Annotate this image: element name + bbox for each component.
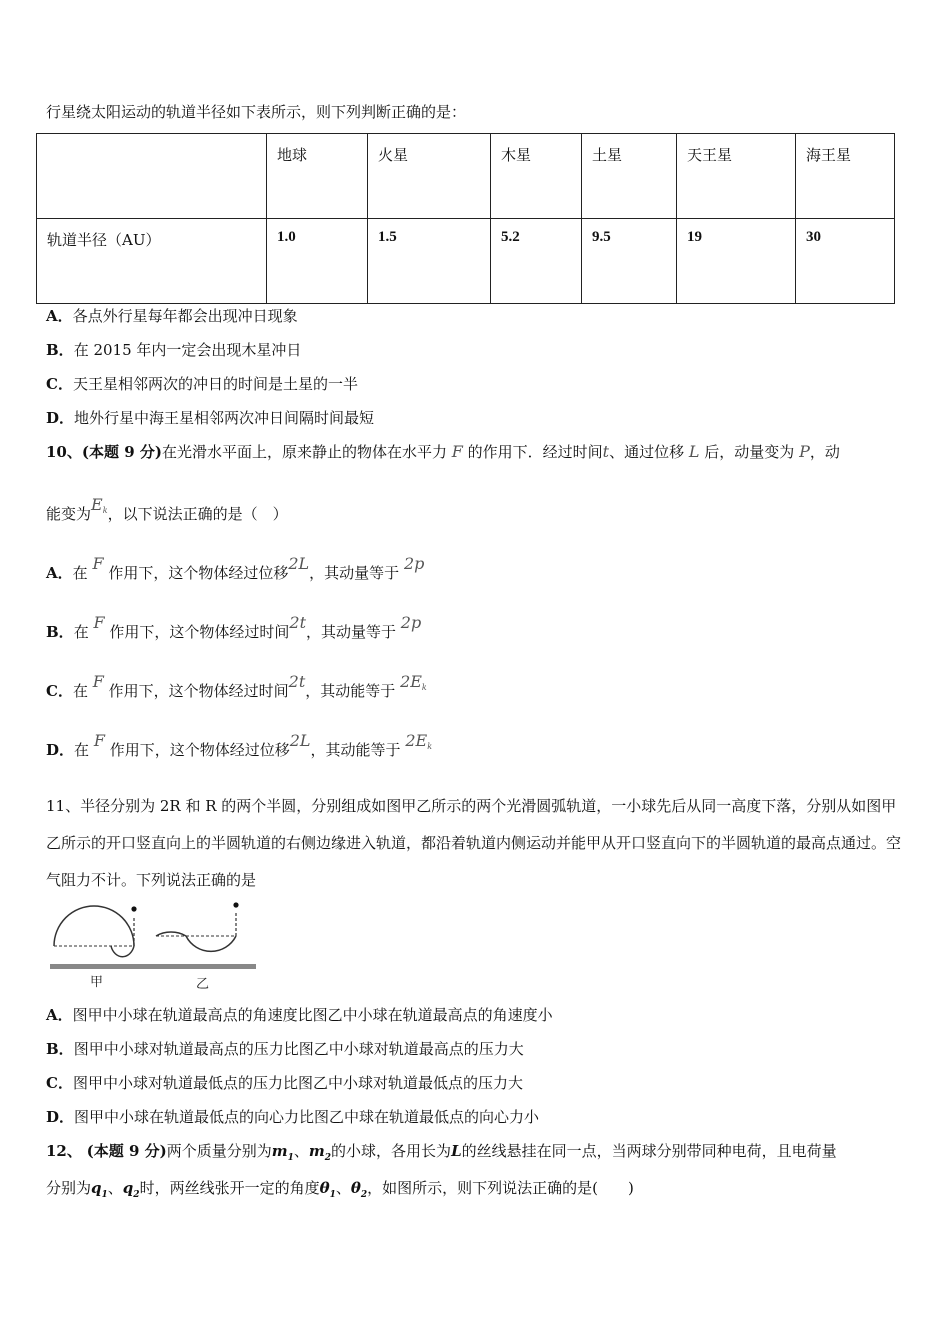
jia-ball [131, 906, 136, 911]
symbol-L: L [688, 442, 700, 461]
option-text: 作用下，这个物体经过位移 [108, 564, 289, 582]
table-header-jupiter: 木星 [491, 134, 582, 219]
symbol-F: F [93, 731, 105, 750]
question-points: (本题 9 分) [81, 443, 162, 461]
q10-stem-line-2 [46, 495, 288, 527]
q10-stem-line-1 [46, 442, 840, 462]
q10-text: 在光滑水平面上，原来静止的物体在水平力 [161, 443, 447, 461]
symbol-q1: $q_1$ [91, 1179, 108, 1200]
q12-stem-line-1 [46, 1141, 837, 1168]
option-label: A． [46, 1006, 73, 1024]
q10-text: 能变为 [46, 505, 92, 523]
option-text: 图甲中小球在轨道最高点的角速度比图乙中小球在轨道最高点的角速度小 [72, 1006, 553, 1024]
q12-stem-line-2 [46, 1178, 634, 1205]
symbol-F: F [451, 442, 463, 461]
q10-text: 的作用下．经过时间 [467, 443, 603, 461]
option-text: ，其动能等于 [310, 741, 401, 759]
option-text: ，其动能等于 [305, 682, 396, 700]
math-expression: 2t [289, 613, 306, 632]
question-number: 10、 [46, 443, 82, 461]
table-header-mars: 火星 [368, 134, 491, 219]
option-label: A． [46, 564, 73, 582]
table-row-label: 轨道半径（AU） [37, 219, 267, 304]
option-label: A． [46, 307, 73, 325]
math-expression: 2Ek [405, 731, 433, 751]
option-text: 在 [72, 564, 88, 582]
q11-option-b[interactable] [46, 1039, 524, 1059]
q9-option-d[interactable] [46, 408, 374, 428]
table-cell: 30 [796, 219, 895, 304]
table-cell: 1.0 [267, 219, 368, 304]
option-text: 图甲中小球在轨道最低点的向心力比图乙中球在轨道最低点的向心力小 [74, 1108, 540, 1126]
option-text: 图甲中小球对轨道最高点的压力比图乙中小球对轨道最高点的压力大 [73, 1040, 524, 1058]
option-text: 作用下，这个物体经过时间 [108, 682, 289, 700]
symbol-P: P [799, 442, 810, 461]
table-header-saturn: 土星 [582, 134, 677, 219]
option-label: B． [46, 1040, 74, 1058]
yi-upper-semicircle [156, 932, 186, 936]
q11-option-d[interactable] [46, 1107, 539, 1127]
symbol-m1: $m_1$ [271, 1142, 294, 1163]
q12-text: 时，两丝线张开一定的角度 [139, 1179, 320, 1197]
q9-intro: 行星绕太阳运动的轨道半径如下表所示，则下列判断正确的是： [46, 103, 467, 121]
symbol-theta1: $\theta_1$ [319, 1179, 336, 1200]
option-label: D． [46, 741, 75, 759]
math-expression: 2p [400, 613, 422, 632]
q10-text: ，动 [809, 443, 840, 461]
option-text: 在 [72, 682, 88, 700]
math-expression: 2p [403, 554, 425, 573]
jia-upper-semicircle [54, 906, 134, 946]
symbol-F: F [93, 613, 105, 632]
q10-text: ，以下说法正确的是（ ） [107, 505, 288, 523]
q12-text: 的小球，各用长为 [331, 1142, 452, 1160]
table-header-neptune: 海王星 [796, 134, 895, 219]
option-text: 图甲中小球对轨道最低点的压力比图乙中小球对轨道最低点的压力大 [72, 1074, 523, 1092]
option-text: 各点外行星每年都会出现冲日现象 [72, 307, 298, 325]
q12-separator: 、 [335, 1179, 351, 1197]
symbol-m2: $m_2$ [308, 1142, 332, 1163]
symbol-Ek: Ek [91, 495, 108, 515]
option-text: ，其动量等于 [309, 564, 400, 582]
table-cell: 5.2 [491, 219, 582, 304]
table-cell: 9.5 [582, 219, 677, 304]
table-header-uranus: 天王星 [677, 134, 796, 219]
q10-text: 、通过位移 [609, 443, 685, 461]
q12-text: 的丝线悬挂在同一点，当两球分别带同种电荷，且电荷量 [461, 1142, 837, 1160]
track-figure [46, 896, 266, 992]
yi-ball [233, 902, 238, 907]
table-cell: 19 [677, 219, 796, 304]
q9-option-c[interactable] [46, 374, 358, 394]
q11-stem: 11、半径分别为 2R 和 R 的两个半圆，分别组成如图甲乙所示的两个光滑圆弧轨道，一小球先后从同一高度下落，分别从如图甲乙所示的开口竖直向上的半圆轨道的右侧边缘进入轨道，都沿着轨道内侧运动并能甲从开口竖直向下的半圆轨道的最高点通过。空气阻力不计。下列说法正确的是 [46, 797, 902, 889]
table-header-empty [37, 134, 267, 219]
figure-label-jia: 甲 [90, 975, 104, 990]
symbol-L: L [451, 1142, 462, 1160]
q10-option-a[interactable] [46, 554, 425, 583]
option-label: B． [46, 623, 74, 641]
table-header-earth: 地球 [267, 134, 368, 219]
option-text: 在 2015 年内一定会出现木星冲日 [73, 341, 302, 359]
figure-label-yi: 乙 [196, 977, 210, 992]
q9-option-a[interactable] [46, 306, 298, 326]
q10-text: 后，动量变为 [704, 443, 795, 461]
table-row [37, 219, 895, 304]
math-expression: 2t [288, 672, 306, 691]
q9-option-b[interactable] [46, 340, 301, 360]
q10-option-b[interactable] [46, 613, 422, 642]
option-label: D． [46, 1108, 75, 1126]
symbol-q2: $q_2$ [122, 1179, 140, 1200]
ground-line [50, 964, 256, 969]
table-header-row [37, 134, 895, 219]
option-text: 作用下，这个物体经过位移 [109, 741, 290, 759]
option-label: B． [46, 341, 74, 359]
symbol-F: F [92, 554, 104, 573]
q10-option-d[interactable] [46, 731, 433, 763]
planet-orbit-table [36, 133, 895, 304]
option-text: 作用下，这个物体经过时间 [109, 623, 290, 641]
q12-separator: 、 [107, 1179, 123, 1197]
option-label: D． [46, 409, 75, 427]
question-number: 12、 [46, 1142, 82, 1160]
math-expression: 2L [288, 554, 310, 573]
q11-option-c[interactable] [46, 1073, 523, 1093]
option-text: 在 [73, 623, 89, 641]
yi-lower-semicircle [186, 936, 236, 951]
question-points: (本题 9 分) [86, 1142, 167, 1160]
q12-separator: 、 [293, 1142, 309, 1160]
q12-text: 分别为 [46, 1179, 92, 1197]
math-expression: 2L [289, 731, 311, 750]
option-label: C． [46, 1074, 73, 1092]
math-expression: 2Ek [400, 672, 427, 692]
option-label: C． [46, 375, 73, 393]
q12-text: 两个质量分别为 [166, 1142, 272, 1160]
q12-text: ，如图所示，则下列说法正确的是( ) [367, 1179, 634, 1197]
option-label: C． [46, 682, 73, 700]
option-text: 地外行星中海王星相邻两次冲日间隔时间最短 [74, 409, 375, 427]
q11-option-a[interactable] [46, 1005, 553, 1025]
option-text: ，其动量等于 [306, 623, 397, 641]
option-text: 在 [74, 741, 90, 759]
jia-lower-semicircle [111, 946, 134, 957]
option-text: 天王星相邻两次的冲日的时间是土星的一半 [72, 375, 358, 393]
q10-option-c[interactable] [46, 672, 427, 704]
symbol-t: t [602, 442, 610, 461]
table-cell: 1.5 [368, 219, 491, 304]
symbol-theta2: $\theta_2$ [350, 1179, 368, 1200]
symbol-F: F [92, 672, 104, 691]
